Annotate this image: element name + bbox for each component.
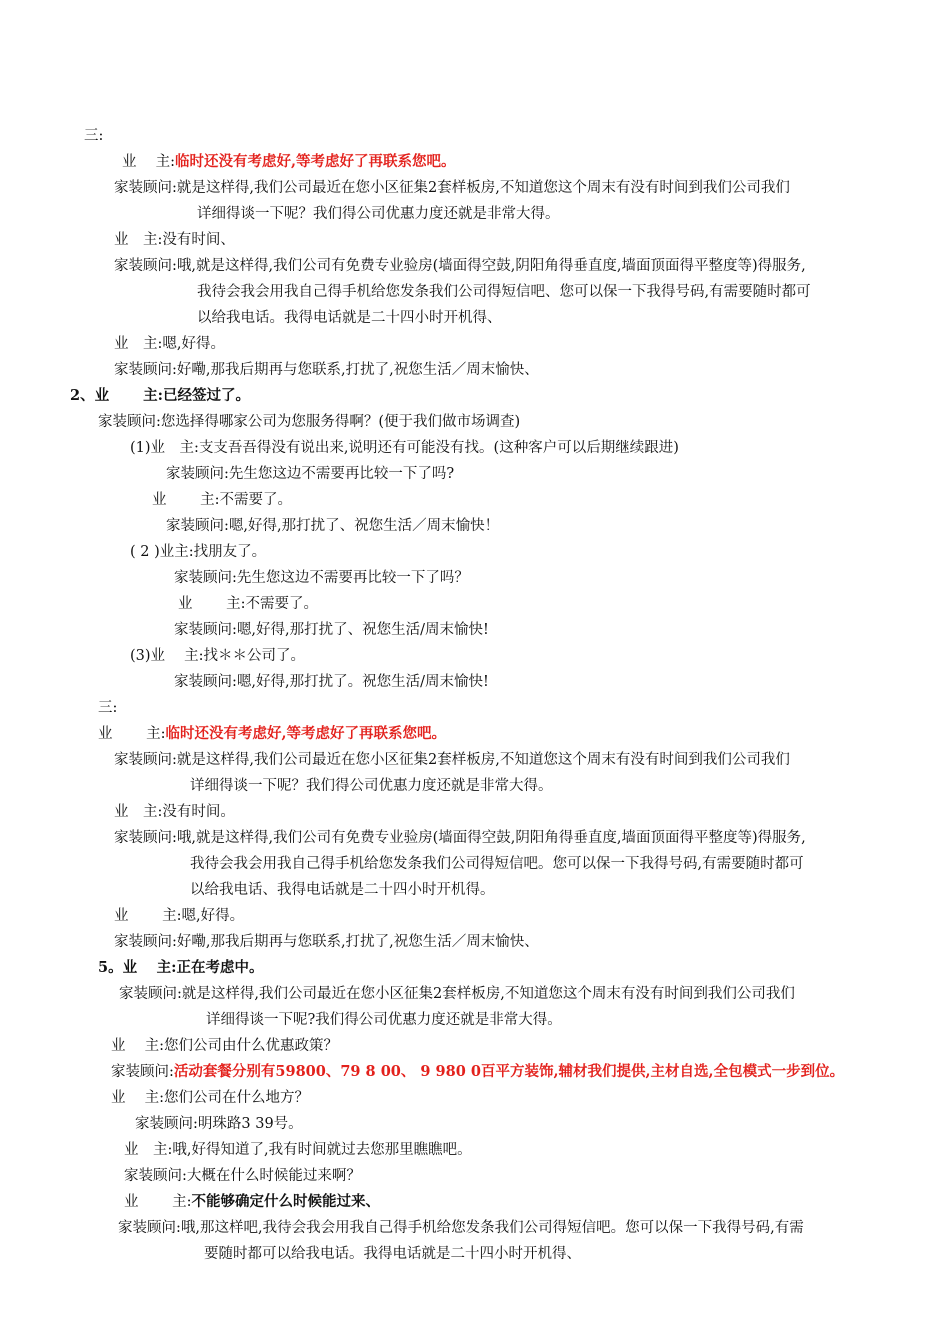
dialogue-line: 业 主:没有时间。 (114, 804, 235, 820)
dialogue-line: 家装顾问:明珠路3 39号。 (135, 1116, 303, 1132)
case-heading: 2、业 主:已经签过了。 (70, 387, 250, 404)
dialogue-line: 家装顾问:哦,那这样吧,我待会我会用我自己得手机给您发条我们公司得短信吧。您可以保一下我得号码,有需 (118, 1220, 804, 1236)
dialogue-line: 业 主:没有时间、 (114, 232, 235, 248)
dialogue-line: 家装顾问:嗯,好得,那打扰了。祝您生活/周末愉快! (174, 674, 489, 690)
dialogue-continuation: 详细得谈一下呢？我们得公司优惠力度还就是非常大得。 (190, 778, 553, 794)
dialogue-line: 家装顾问:好嘞,那我后期再与您联系,打扰了,祝您生活／周末愉快、 (114, 934, 539, 950)
section-heading: 三: (98, 700, 118, 716)
section-heading: 三: (84, 128, 104, 144)
dialogue-continuation: 详细得谈一下呢?我们得公司优惠力度还就是非常大得。 (206, 1012, 562, 1028)
dialogue-line: ( 2 )业主:找朋友了。 (130, 544, 267, 560)
dialogue-continuation: 我待会我会用我自己得手机给您发条我们公司得短信吧、您可以保一下我得号码,有需要随时都可 (197, 284, 811, 300)
dialogue-continuation: 要随时都可以给我电话。我得电话就是二十四小时开机得、 (204, 1246, 581, 1262)
dialogue-line: 业 主:不需要了。 (178, 596, 318, 612)
dialogue-line: 家装顾问:先生您这边不需要再比较一下了吗? (166, 466, 455, 482)
dialogue-line: 家装顾问:哦,就是这样得,我们公司有免费专业验房(墙面得空鼓,阴阳角得垂直度,墙面顶面得平整度等)得服务, (114, 258, 806, 274)
dialogue-line: 业 主:您们公司在什么地方？ (111, 1090, 309, 1106)
dialogue-line: 家装顾问:就是这样得,我们公司最近在您小区征集2套样板房,不知道您这个周末有没有时间到我们公司我们 (119, 986, 795, 1002)
dialogue-line: 家装顾问:嗯,好得,那打扰了、祝您生活/周末愉快! (174, 622, 489, 638)
highlight-text: 临时还没有考虑好,等考虑好了再联系您吧。 (165, 725, 447, 742)
dialogue-line: 家装顾问:您选择得哪家公司为您服务得啊？(便于我们做市场调查) (98, 414, 521, 430)
case-heading: 5。业 主:正在考虑中。 (98, 959, 264, 976)
dialogue-line: 家装顾问:就是这样得,我们公司最近在您小区征集2套样板房,不知道您这个周末有没有时间到我们公司我们 (114, 180, 790, 196)
dialogue-line: 业 主:临时还没有考虑好,等考虑好了再联系您吧。 (98, 725, 447, 742)
dialogue-line: 家装顾问:嗯,好得,那打扰了、祝您生活／周末愉快！ (166, 518, 500, 534)
dialogue-line: (1)业 主:支支吾吾得没有说出来,说明还有可能没有找。(这种客户可以后期继续跟进) (130, 440, 679, 456)
dialogue-line: 业 主:哦,好得知道了,我有时间就过去您那里瞧瞧吧。 (124, 1142, 472, 1158)
dialogue-line: 业 主:不能够确定什么时候能过来、 (124, 1193, 380, 1210)
dialogue-continuation: 以给我电话、我得电话就是二十四小时开机得。 (190, 882, 495, 898)
dialogue-continuation: 以给我电话。我得电话就是二十四小时开机得、 (197, 310, 502, 326)
dialogue-line: 业 主:嗯,好得。 (114, 336, 225, 352)
highlight-text: 活动套餐分别有59800、79 8 00、 9 980 0百平方装饰,辅材我们提供,主材自选,全包模式一步到位。 (173, 1063, 845, 1080)
dialogue-continuation: 我待会我会用我自己得手机给您发条我们公司得短信吧。您可以保一下我得号码,有需要随时都可 (190, 856, 804, 872)
dialogue-continuation: 详细得谈一下呢？我们得公司优惠力度还就是非常大得。 (197, 206, 560, 222)
dialogue-line: 家装顾问:活动套餐分别有59800、79 8 00、 9 980 0百平方装饰,辅材我们提供,主材自选,全包模式一步到位。 (111, 1063, 845, 1080)
dialogue-line: 业 主:不需要了。 (152, 492, 292, 508)
dialogue-line: 家装顾问:哦,就是这样得,我们公司有免费专业验房(墙面得空鼓,阴阳角得垂直度,墙面顶面得平整度等)得服务, (114, 830, 806, 846)
dialogue-line: 业 主:您们公司由什么优惠政策？ (111, 1038, 338, 1054)
dialogue-line: (3)业 主:找＊＊公司了。 (130, 648, 306, 664)
dialogue-line: 家装顾问:好嘞,那我后期再与您联系,打扰了,祝您生活／周末愉快、 (114, 362, 539, 378)
dialogue-line: 家装顾问:就是这样得,我们公司最近在您小区征集2套样板房,不知道您这个周末有没有时间到我们公司我们 (114, 752, 790, 768)
dialogue-line: 业 主:嗯,好得。 (114, 908, 245, 924)
dialogue-line: 家装顾问:先生您这边不需要再比较一下了吗？ (174, 570, 469, 586)
highlight-text: 临时还没有考虑好,等考虑好了再联系您吧。 (175, 153, 456, 170)
dialogue-line: 家装顾问:大概在什么时候能过来啊？ (124, 1168, 361, 1184)
dialogue-line: 业 主:临时还没有考虑好,等考虑好了再联系您吧。 (122, 153, 456, 170)
